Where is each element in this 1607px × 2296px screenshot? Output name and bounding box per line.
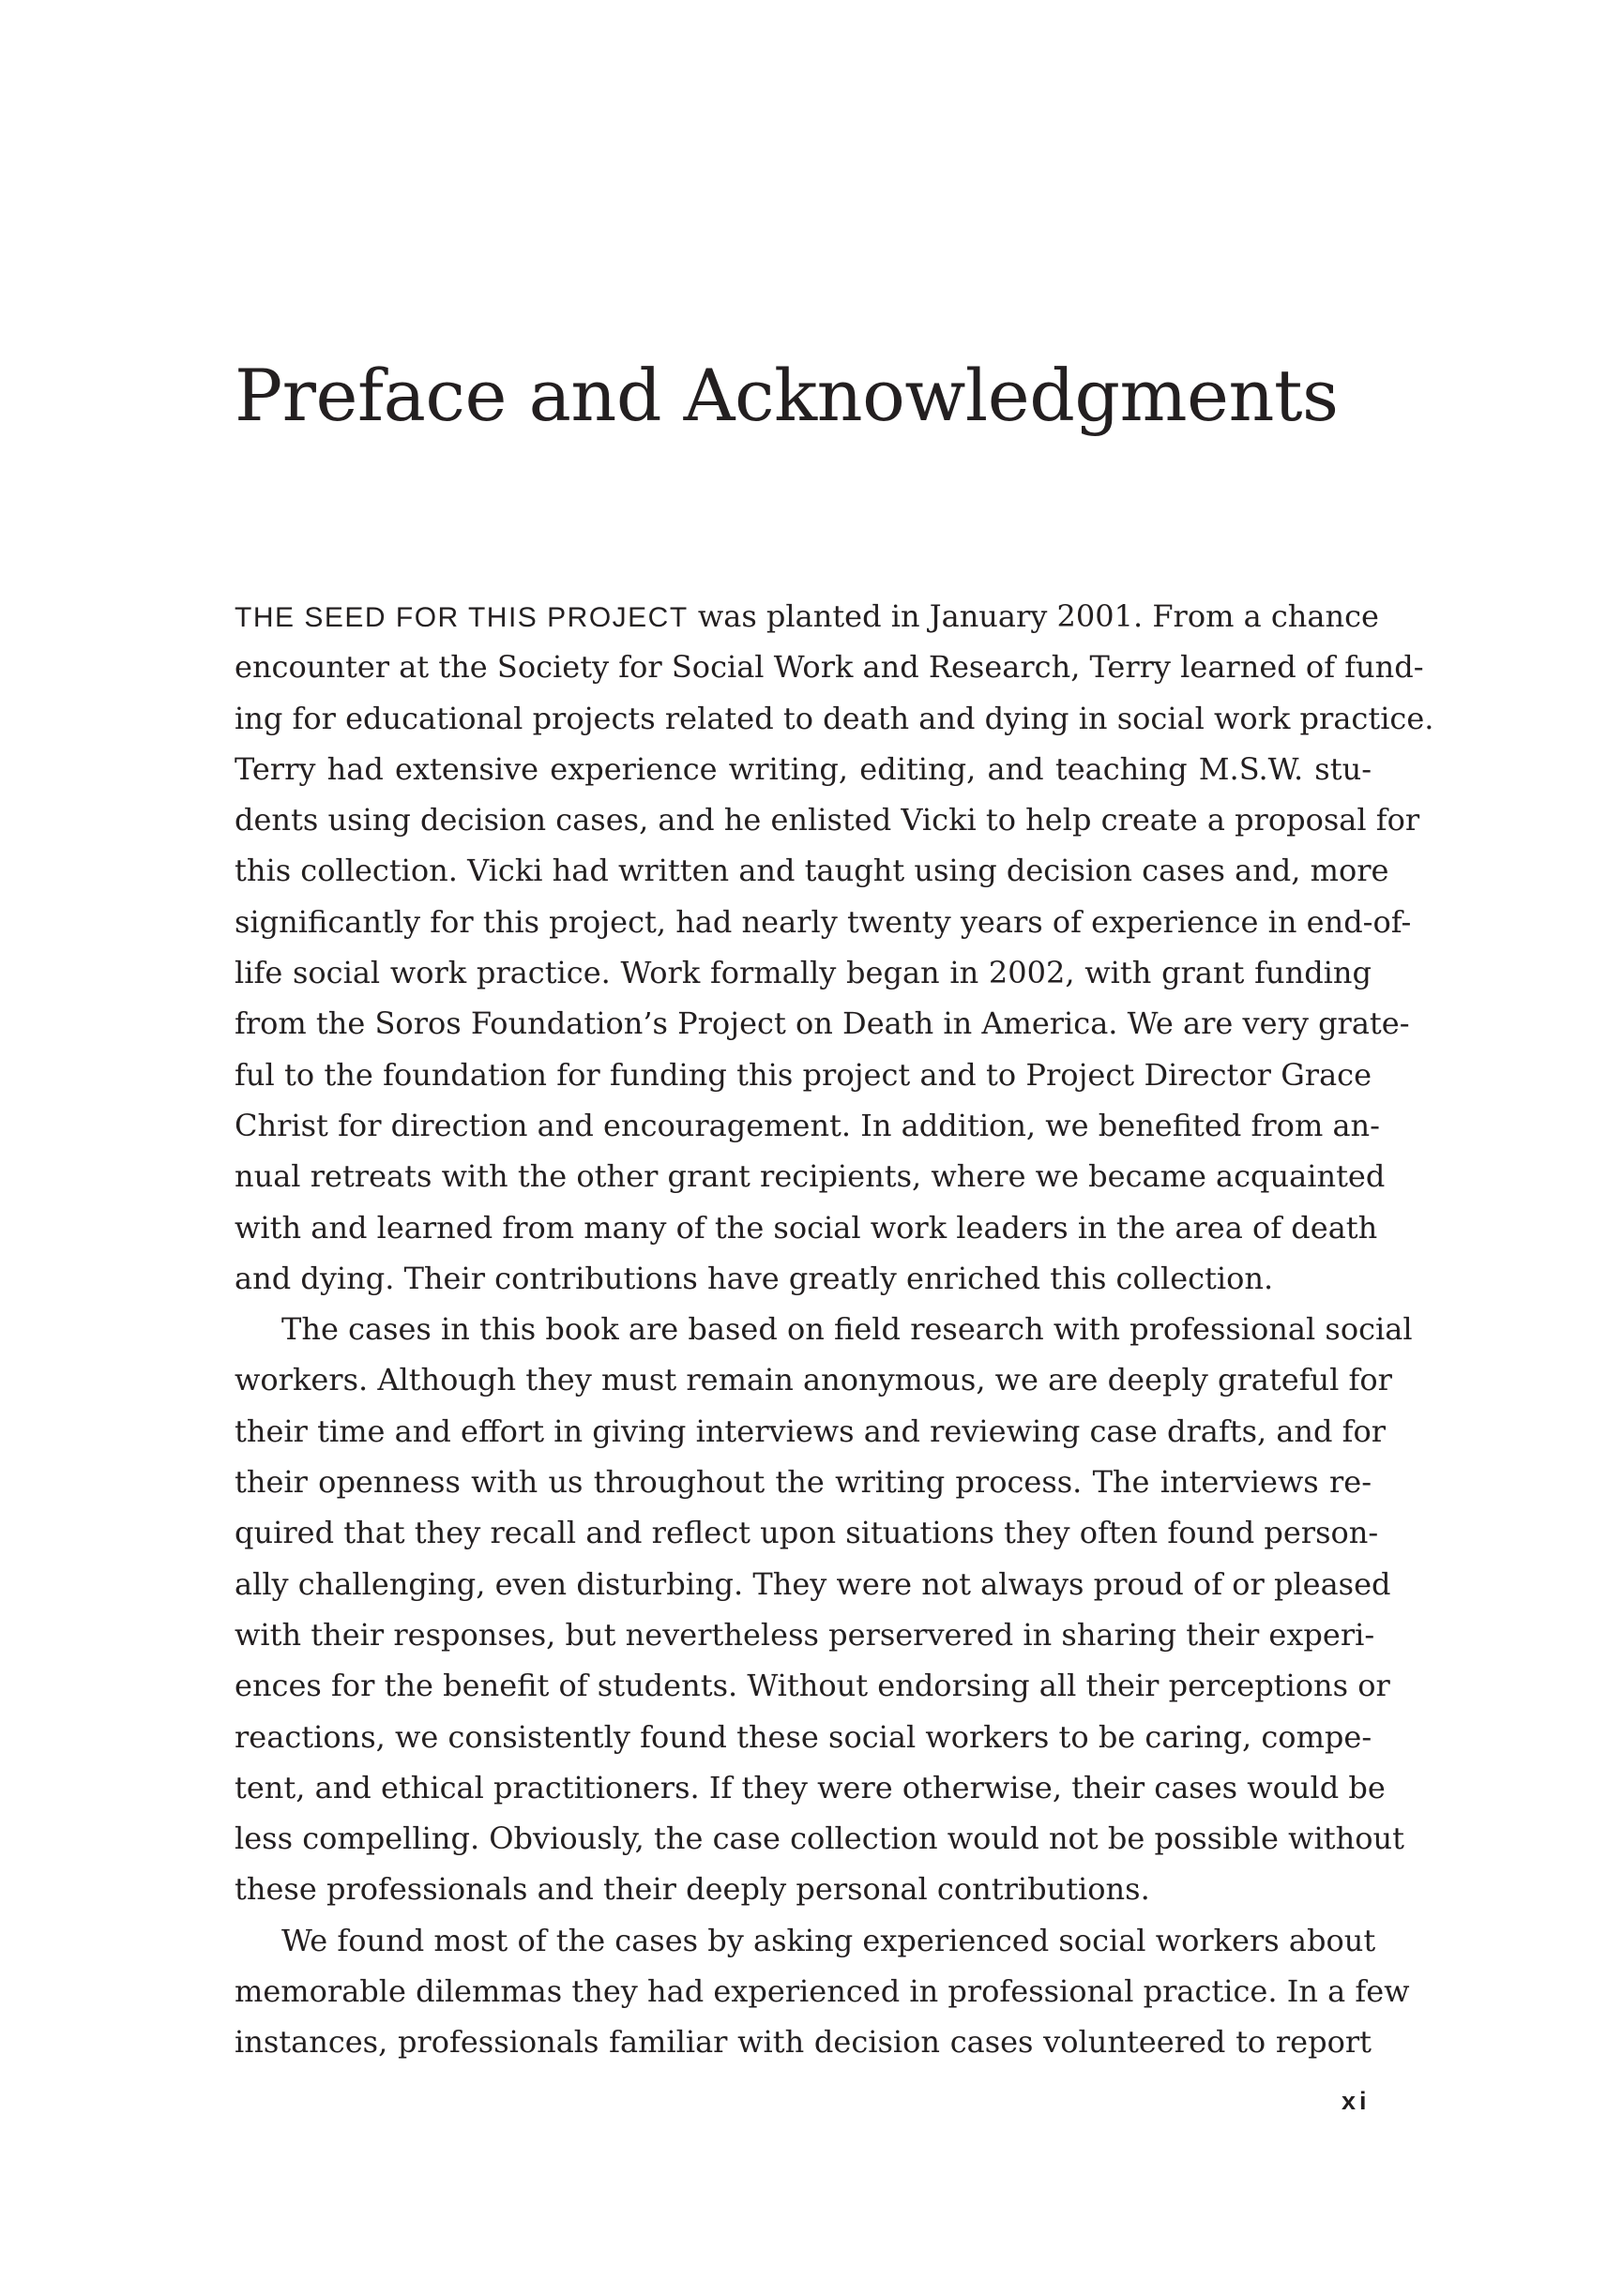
text-line: with and learned from many of the social work leaders in the area of death (235, 1209, 1378, 1246)
paragraph-3 (235, 1915, 1410, 2068)
text-line: Christ for direction and encouragement. In addition, we benefited from an- (235, 1107, 1380, 1143)
text-line: quired that they recall and reflect upon situations they often found person- (235, 1515, 1379, 1551)
body-text (235, 591, 1434, 2068)
text-line-rest: was planted in January 2001. From a chance (688, 598, 1379, 634)
paragraph-2 (235, 1304, 1413, 1915)
text-line: ing for educational projects related to death and dying in social work practice. (235, 700, 1434, 736)
text-line: from the Soros Foundation’s Project on Death in America. We are very grate- (235, 1005, 1410, 1042)
text-line: this collection. Vicki had written and taught using decision cases and, more (235, 853, 1389, 889)
text-line: with their responses, but nevertheless perservered in sharing their experi- (235, 1616, 1375, 1653)
text-line: ences for the benefit of students. Without endorsing all their perceptions or (235, 1668, 1390, 1704)
text-line: nual retreats with the other grant recipients, where we became acquainted (235, 1158, 1386, 1195)
text-line: ful to the foundation for funding this project and to Project Director Grace (235, 1056, 1372, 1093)
text-line: these professionals and their deeply personal contributions. (235, 1871, 1150, 1908)
paragraph-1 (235, 591, 1434, 1304)
text-line: ally challenging, even disturbing. They were not always proud of or pleased (235, 1565, 1391, 1602)
text-line: their openness with us throughout the writing process. The interviews re- (235, 1464, 1372, 1501)
text-line: Terry had extensive experience writing, editing, and teaching M.S.W. stu- (235, 750, 1372, 787)
text-line: The cases in this book are based on field research with professional social (281, 1311, 1413, 1348)
text-line: instances, professionals familiar with decision cases volunteered to report (235, 2024, 1372, 2061)
text-line: workers. Although they must remain anonymous, we are deeply grateful for (235, 1362, 1392, 1398)
text-line: significantly for this project, had nearly twenty years of experience in end-of- (235, 903, 1412, 940)
text-line: life social work practice. Work formally began in 2002, with grant funding (235, 955, 1372, 991)
text-line: encounter at the Society for Social Work and Research, Terry learned of fund- (235, 649, 1424, 686)
opening-smallcaps: THE SEED FOR THIS PROJECT (235, 602, 689, 633)
text-line: and dying. Their contributions have greatly enriched this collection. (235, 1260, 1274, 1296)
text-line (235, 591, 1379, 642)
text-line: reactions, we consistently found these social workers to be caring, compe- (235, 1718, 1372, 1755)
text-line: tent, and ethical practitioners. If they were otherwise, their cases would be (235, 1769, 1386, 1805)
text-line: dents using decision cases, and he enlisted Vicki to help create a proposal for (235, 802, 1420, 838)
page-number: xi (1342, 2087, 1371, 2115)
text-line: We found most of the cases by asking experienced social workers about (281, 1922, 1376, 1958)
text-line: memorable dilemmas they had experienced in professional practice. In a few (235, 1973, 1410, 2010)
page-title: Preface and Acknowledgments (235, 354, 1339, 437)
text-line: their time and effort in giving interviews and reviewing case drafts, and for (235, 1412, 1387, 1449)
text-line: less compelling. Obviously, the case collection would not be possible without (235, 1820, 1404, 1857)
